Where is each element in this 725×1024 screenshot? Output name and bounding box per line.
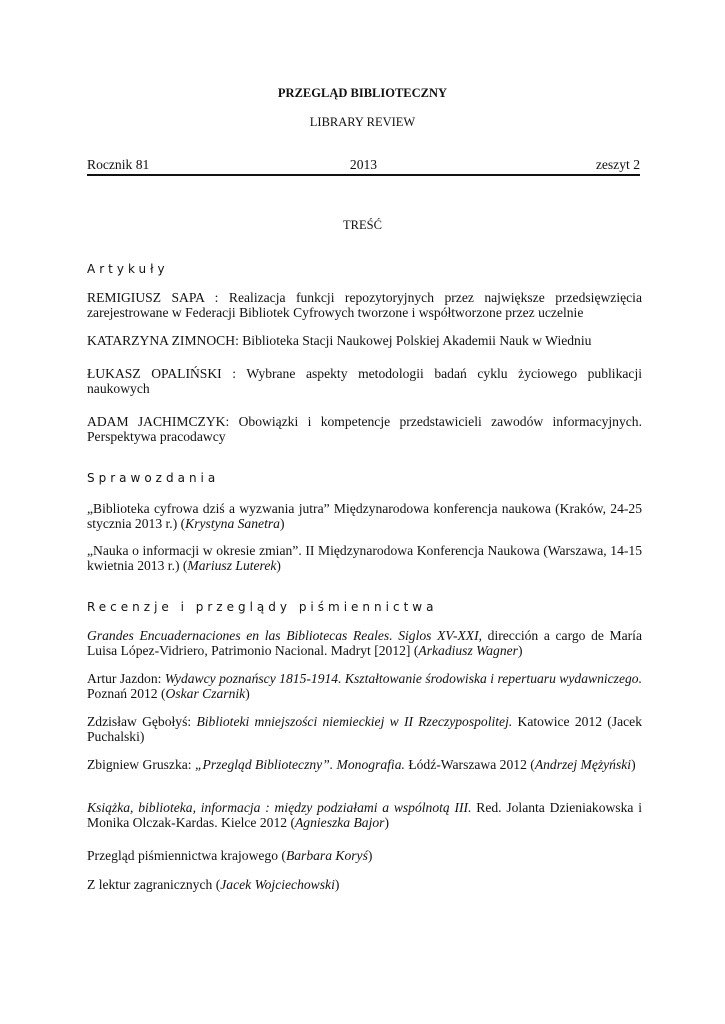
toc-entry (87, 414, 642, 444)
entry-text: ) (384, 815, 389, 830)
journal-subtitle: LIBRARY REVIEW (309, 115, 416, 129)
entry-text: ) (367, 848, 373, 863)
entry-text: Artur Jazdon: (87, 671, 165, 686)
entry-text: KATARZYNA ZIMNOCH: Biblioteka Stacji Naukowej Polskiej Akademii Nauk w Wiedniu (87, 333, 592, 348)
toc-title: TREŚĆ (343, 218, 382, 232)
toc-entry (87, 543, 642, 573)
entry-author: Barbara Koryś (285, 848, 368, 863)
entry-book-title: Grandes Encuadernaciones en las Bibliotecas Reales. Siglos XV-XXI (87, 628, 479, 643)
entry-text: ) (631, 757, 636, 772)
entry-author: Agnieszka Bajor (294, 815, 385, 830)
toc-entry (87, 800, 642, 830)
entry-text: , dirección a cargo de María Luisa López-Vidriero, Patrimonio Nacional. Madryt [2012] ( (87, 628, 642, 658)
entry-text: REMIGIUSZ SAPA : Realizacja funkcji repozytoryjnych przez największe przedsięwzięcia zarejestrowane w Federacji Bibliotek Cyfrowych tworzone i współtworzone przez uczelnie (87, 290, 642, 320)
entry-text: Poznań 2012 ( (87, 686, 166, 701)
entry-text: Zdzisław Gębołyś: (87, 714, 197, 729)
entry-book-title: Biblioteki mniejszości niemieckiej w II Rzeczypospolitej. (196, 714, 513, 729)
toc-entry (87, 714, 642, 744)
entry-book-title: Książka, biblioteka, informacja : między podziałami a wspólnotą III. (87, 800, 472, 815)
entry-text: ) (276, 558, 281, 573)
volume-label: Rocznik 81 (87, 157, 150, 172)
entry-text: Z lektur zagranicznych ( (87, 877, 221, 892)
entry-author: Krystyna Sanetra (185, 516, 280, 531)
entry-book-title: Wydawcy poznańscy 1815-1914. Kształtowanie środowiska i repertuaru wydawniczego. (164, 671, 642, 686)
toc-entry (87, 333, 642, 348)
entry-book-title: „Przegląd Biblioteczny”. Monografia. (194, 757, 405, 772)
entry-text: „Nauka o informacji w okresie zmian”. II Międzynarodowa Konferencja Naukowa (Warszawa, 14-15 kwietnia 2013 r.) ( (87, 543, 642, 573)
issue-label: zeszyt 2 (595, 157, 640, 172)
entry-text: ) (245, 686, 250, 701)
volume-row (87, 157, 640, 176)
year-label: 2013 (349, 157, 378, 172)
entry-text: ŁUKASZ OPALIŃSKI : Wybrane aspekty metodologii badań cyklu życiowego publikacji naukowych (87, 366, 642, 396)
entry-author: Arkadiusz Wagner (418, 643, 518, 658)
entry-text: ) (279, 516, 285, 531)
entry-text: Katowice 2012 (Jacek Puchalski) (87, 714, 643, 744)
entry-text: ) (334, 877, 340, 892)
entry-text: Zbigniew Gruszka: (87, 757, 195, 772)
entry-author: Mariusz Luterek (187, 558, 277, 573)
toc-entry (87, 628, 642, 658)
entry-author: Jacek Wojciechowski (220, 877, 335, 892)
entry-text: „Biblioteka cyfrowa dziś a wyzwania jutra” Międzynarodowa konferencja naukowa (Kraków, 24-25 stycznia 2013 r.) ( (87, 501, 642, 531)
toc-entry (87, 501, 642, 531)
entry-text: ADAM JACHIMCZYK: Obowiązki i kompetencje przedstawicieli zawodów informacyjnych. Perspektywa pracodawcy (87, 414, 642, 444)
section-heading-articles: Artykuły (87, 262, 169, 276)
toc-entry (87, 757, 642, 772)
entry-author: Andrzej Mężyński (534, 757, 632, 772)
journal-title: PRZEGLĄD BIBLIOTECZNY (277, 86, 448, 100)
toc-entry (87, 671, 642, 701)
entry-text: Łódź-Warszawa 2012 ( (404, 757, 535, 772)
toc-entry (87, 877, 642, 892)
entry-text: Red. Jolanta Dzieniakowska i Monika Olczak-Kardas. Kielce 2012 ( (87, 800, 642, 830)
toc-entry (87, 290, 642, 320)
toc-entry (87, 366, 642, 396)
entry-text: ) (517, 643, 523, 658)
section-heading-reviews: Recenzje i przeglądy piśmiennictwa (87, 600, 438, 614)
toc-entry (87, 848, 642, 863)
section-heading-reports: Sprawozdania (87, 471, 220, 485)
entry-text: Przegląd piśmiennictwa krajowego ( (87, 848, 286, 863)
entry-author: Oskar Czarnik (165, 686, 246, 701)
